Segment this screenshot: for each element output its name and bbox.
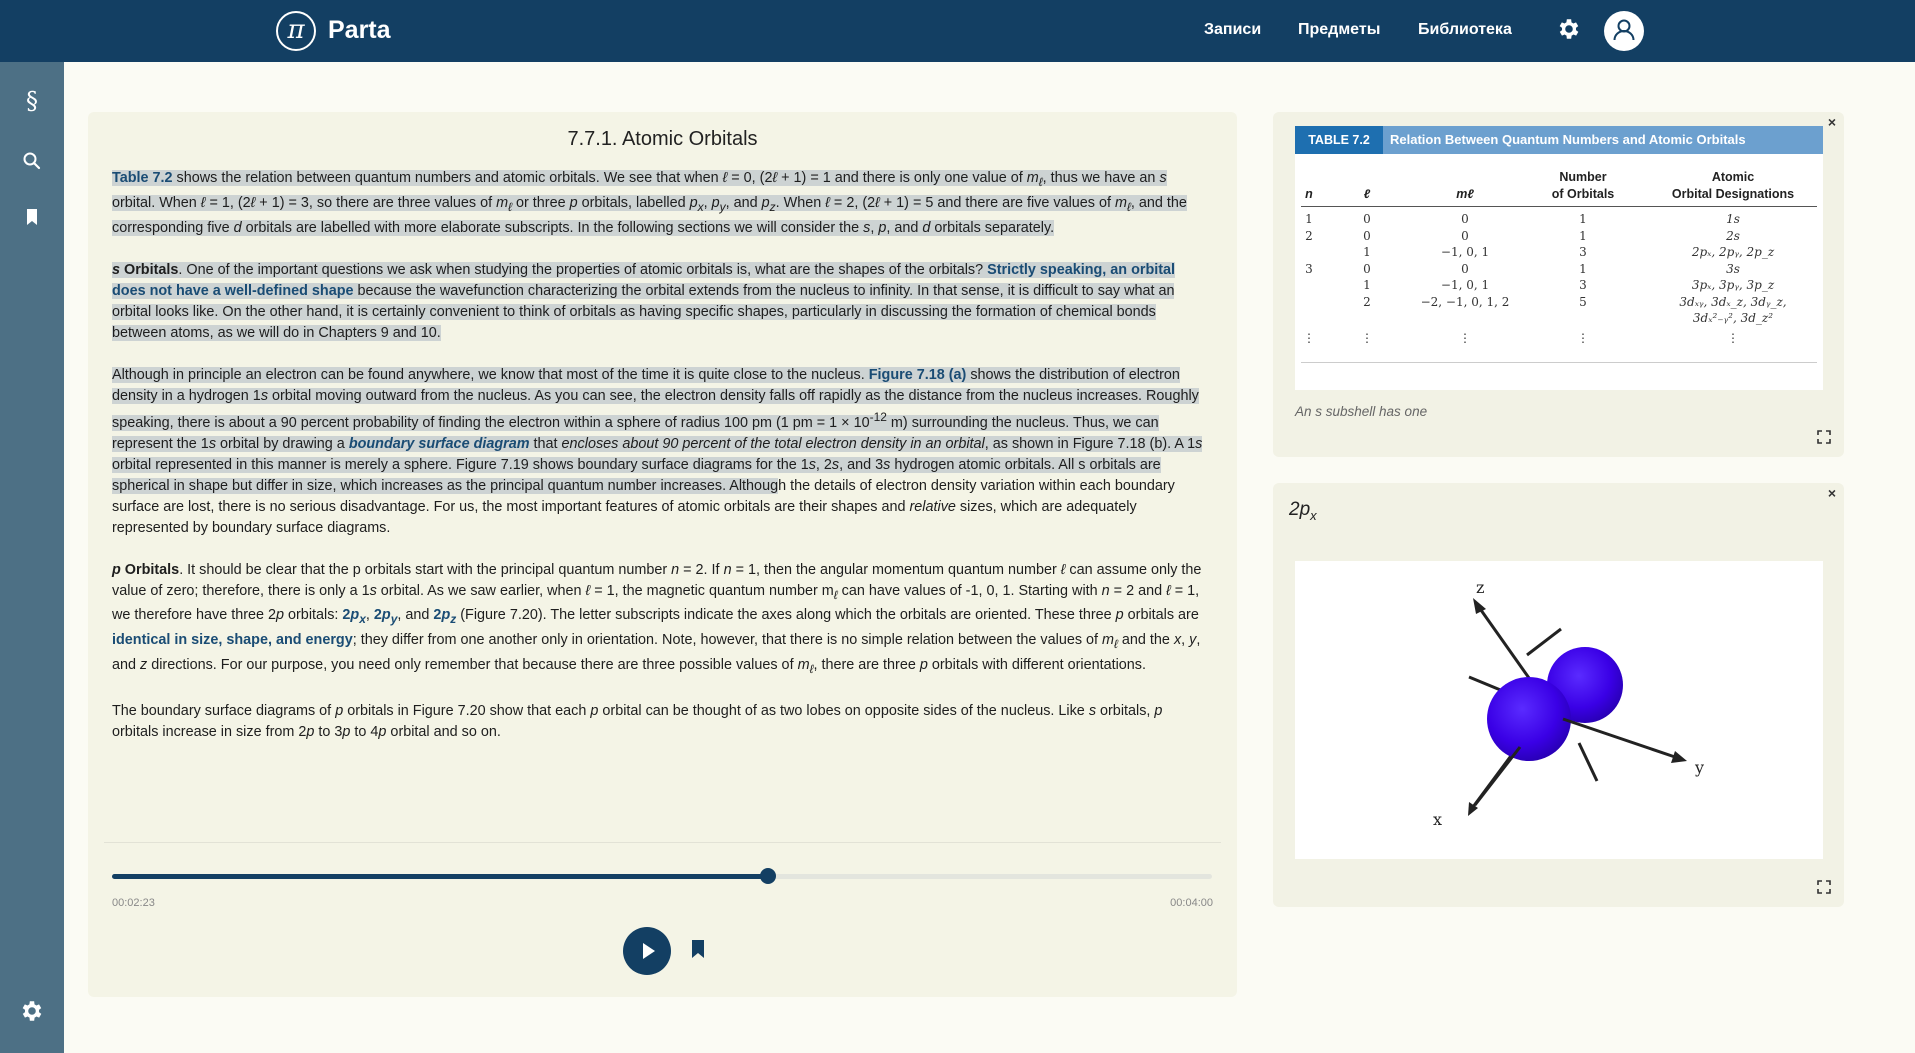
table-cell: −1, 0, 1 xyxy=(1440,245,1490,259)
table-cell: 1 xyxy=(1363,278,1371,292)
table-title: Relation Between Quantum Numbers and Atomic Orbitals xyxy=(1390,132,1746,147)
table-tag: TABLE 7.2 xyxy=(1295,126,1383,154)
table-cell: 1s xyxy=(1726,212,1740,226)
table-rule-bottom xyxy=(1301,362,1817,363)
table-cell: 1 xyxy=(1579,212,1587,226)
col-n: n xyxy=(1305,187,1313,201)
table-panel xyxy=(1273,112,1844,457)
expand-icon[interactable] xyxy=(1816,879,1832,895)
close-icon[interactable]: × xyxy=(1827,114,1836,130)
table-ellipsis: ⋮ xyxy=(1303,331,1315,345)
table-cell: 0 xyxy=(1461,261,1469,276)
gear-icon[interactable] xyxy=(19,998,45,1024)
table-cell: 0 xyxy=(1461,228,1469,243)
bookmark-icon[interactable] xyxy=(690,939,706,959)
table-caption: An s subshell has one xyxy=(1295,404,1428,419)
table-cell: 0 xyxy=(1363,228,1371,243)
article-content xyxy=(112,168,1212,764)
table-cell: 3pₓ, 3pᵧ, 3p_z xyxy=(1691,278,1775,292)
current-time: 00:02:23 xyxy=(112,897,155,909)
axis-label-y: y xyxy=(1695,758,1705,777)
col-atomic-2: Orbital Designations xyxy=(1671,187,1795,201)
section-icon[interactable]: § xyxy=(26,87,38,115)
table-cell: 5 xyxy=(1579,294,1587,309)
col-l: ℓ xyxy=(1363,187,1371,201)
orbital-label: $2p_x$ xyxy=(1289,499,1317,523)
col-ml: mℓ xyxy=(1456,187,1474,201)
total-time: 00:04:00 xyxy=(1170,897,1213,909)
col-num-2: of Orbitals xyxy=(1551,187,1615,201)
table-cell: 3dₓ²₋ᵧ², 3d_z² xyxy=(1692,311,1774,325)
left-sidebar xyxy=(0,62,64,1053)
paragraph-electron-density: Although in principle an electron can be found anywhere, we know that most of the time it is quite close to the nucleus. Figure 7.18 (a) shows the distribution of electron density in a hydrogen 1s orbital moving outward from the nucleus. As you can see, the electron density falls off rapidly as the distance from the nucleus increases. Roughly speaking, there is about a 90 percent probability of finding the electron within a sphere of radius 100 pm (1 pm = $1 \times 10^{-12}$ m) surrounding the nucleus. Thus, we can represent the 1s orbital by drawing a boundary surface diagram that encloses about 90 percent of the total electron density in an orbital, as shown in Figure 7.18 (b). A 1s orbital represented in this manner is merely a sphere. Figure 7.19 shows boundary surface diagrams for the 1s, 2s, and 3s hydrogen atomic orbitals. All s orbitals are spherical in shape but differ in size, which increases as the principal quantum number increases. Although the details of electron density variation within each boundary surface are lost, there is no serious disadvantage. For us, the most important features of atomic orbitals are their shapes and relative sizes, which are adequately represented by boundary surface diagrams. xyxy=(112,366,1203,536)
table-link[interactable]: Table 7.2 xyxy=(112,170,173,186)
paragraph-p-orbitals: p Orbitals. It should be clear that the p orbitals start with the principal quantum number n = 2. If n = 1, then the angular momentum quantum number ℓ can assume only the value of zero; therefore, there is only a 1s orbital. As we saw earlier, when ℓ = 1, the magnetic quantum number $m_\ell$ can have values of -1, 0, 1. Starting with n = 2 and ℓ = 1, we therefore have three 2p orbitals: $2p_x$, $2p_y$, and $2p_z$ (Figure 7.20). The letter subscripts indicate the axes along which the orbitals are oriented. These three p orbitals are identical in size, shape, and energy; they differ from one another only in orientation. Note, however, that there is no simple relation between the values of $m_\ell$ and the x, y, and z directions. For our purpose, you need only remember that because there are three possible values of $m_\ell$, there are three p orbitals with different orientations. xyxy=(112,561,1202,677)
table-ellipsis: ⋮ xyxy=(1361,331,1373,345)
axis-label-z: z xyxy=(1476,578,1485,597)
orbital-lobe-lower xyxy=(1487,677,1571,761)
table-cell: 1 xyxy=(1579,228,1587,243)
table-image xyxy=(1295,126,1823,390)
user-icon xyxy=(1604,11,1644,51)
top-bar xyxy=(0,0,1915,62)
audio-progress-fill xyxy=(112,874,768,879)
nav-predmety[interactable]: Предметы xyxy=(1298,21,1381,38)
audio-progress-handle[interactable] xyxy=(760,868,776,884)
table-ellipsis: ⋮ xyxy=(1577,331,1589,345)
table-ellipsis: ⋮ xyxy=(1459,331,1471,345)
nav-biblioteka[interactable]: Библиотека xyxy=(1418,21,1512,38)
table-cell: 0 xyxy=(1363,261,1371,276)
paragraph-boundary: The boundary surface diagrams of p orbitals in Figure 7.20 show that each p orbital can be thought of as two lobes on opposite sides of the nucleus. Like s orbitals, p orbitals increase in size from 2p to 3p to 4p orbital and so on. xyxy=(112,703,1163,741)
table-cell: 2 xyxy=(1363,294,1371,309)
table-cell: −2, −1, 0, 1, 2 xyxy=(1420,294,1510,309)
page-title: 7.7.1. Atomic Orbitals xyxy=(567,128,758,150)
player-divider xyxy=(104,842,1221,843)
table-header-bar xyxy=(1295,126,1823,154)
table-cell: 1 xyxy=(1305,212,1313,226)
table-cell: 3 xyxy=(1579,278,1587,292)
table-cell: −1, 0, 1 xyxy=(1440,278,1490,292)
table-ellipsis: ⋮ xyxy=(1727,331,1739,345)
col-num-1: Number xyxy=(1559,170,1607,184)
audio-progress-track[interactable] xyxy=(112,874,1212,879)
user-avatar[interactable] xyxy=(1604,11,1644,51)
table-cell: 0 xyxy=(1461,212,1469,226)
figure-link[interactable]: Figure 7.18 (a) xyxy=(868,366,967,383)
table-cell: 1 xyxy=(1579,261,1587,276)
table-cell: 3 xyxy=(1579,245,1587,259)
nav-zapisi[interactable]: Записи xyxy=(1204,21,1262,38)
paragraph-s-orbitals: s Orbitals. One of the important questions we ask when studying the properties of atomic orbitals is, what are the shapes of the orbitals? Strictly speaking, an orbital does not have a well-defined shape because the wavefunction characterizing the orbital extends from the nucleus to infinity. In that sense, it is difficult to say what an orbital looks like. On the other hand, it is certainly convenient to think of orbitals as having specific shapes, particularly in discussing the formation of chemical bonds between atoms, as we will do in Chapters 9 and 10. xyxy=(112,261,1176,341)
play-button[interactable] xyxy=(623,927,671,975)
logo-pi-icon[interactable]: π xyxy=(276,11,316,51)
expand-icon[interactable] xyxy=(1816,429,1832,445)
table-cell: 3 xyxy=(1305,261,1313,276)
bookmark-icon[interactable] xyxy=(19,204,45,230)
table-cell: 3s xyxy=(1726,261,1740,276)
p-orbital-diagram xyxy=(1295,561,1823,859)
axis-label-x: x xyxy=(1433,810,1443,829)
table-cell: 0 xyxy=(1363,212,1371,226)
reading-card xyxy=(88,112,1237,997)
orbital-3d-view[interactable] xyxy=(1295,561,1823,859)
table-cell: 2 xyxy=(1305,228,1313,243)
gear-icon[interactable] xyxy=(1556,16,1582,42)
search-icon[interactable] xyxy=(19,148,45,174)
table-rule xyxy=(1301,206,1817,207)
orbital-panel xyxy=(1273,483,1844,907)
table-cell: 2s xyxy=(1726,228,1740,243)
close-icon[interactable]: × xyxy=(1827,485,1836,501)
logo-text[interactable]: Parta xyxy=(328,16,391,44)
col-atomic-1: Atomic xyxy=(1711,170,1755,184)
table-cell: 1 xyxy=(1363,245,1371,259)
paragraph-intro: Table 7.2 shows the relation between quantum numbers and atomic orbitals. We see that when ℓ = 0, (2ℓ + 1) = 1 and there is only one value of $m_\ell$, thus we have an s orbital. When ℓ = 1, (2ℓ + 1) = 3, so there are three values of $m_\ell$ or three p orbitals, labelled $p_x$, $p_y$, and $p_z$. When ℓ = 2, (2ℓ + 1) = 5 and there are five values of $m_\ell$, and the corresponding five d orbitals are labelled with more elaborate subscripts. In the following sections we will consider the s, p, and d orbitals separately. xyxy=(112,170,1187,236)
table-cell: 2pₓ, 2pᵧ, 2p_z xyxy=(1691,245,1775,259)
play-icon xyxy=(623,927,671,975)
table-cell: 3dₓᵧ, 3dₓ_z, 3dᵧ_z, xyxy=(1679,294,1787,309)
